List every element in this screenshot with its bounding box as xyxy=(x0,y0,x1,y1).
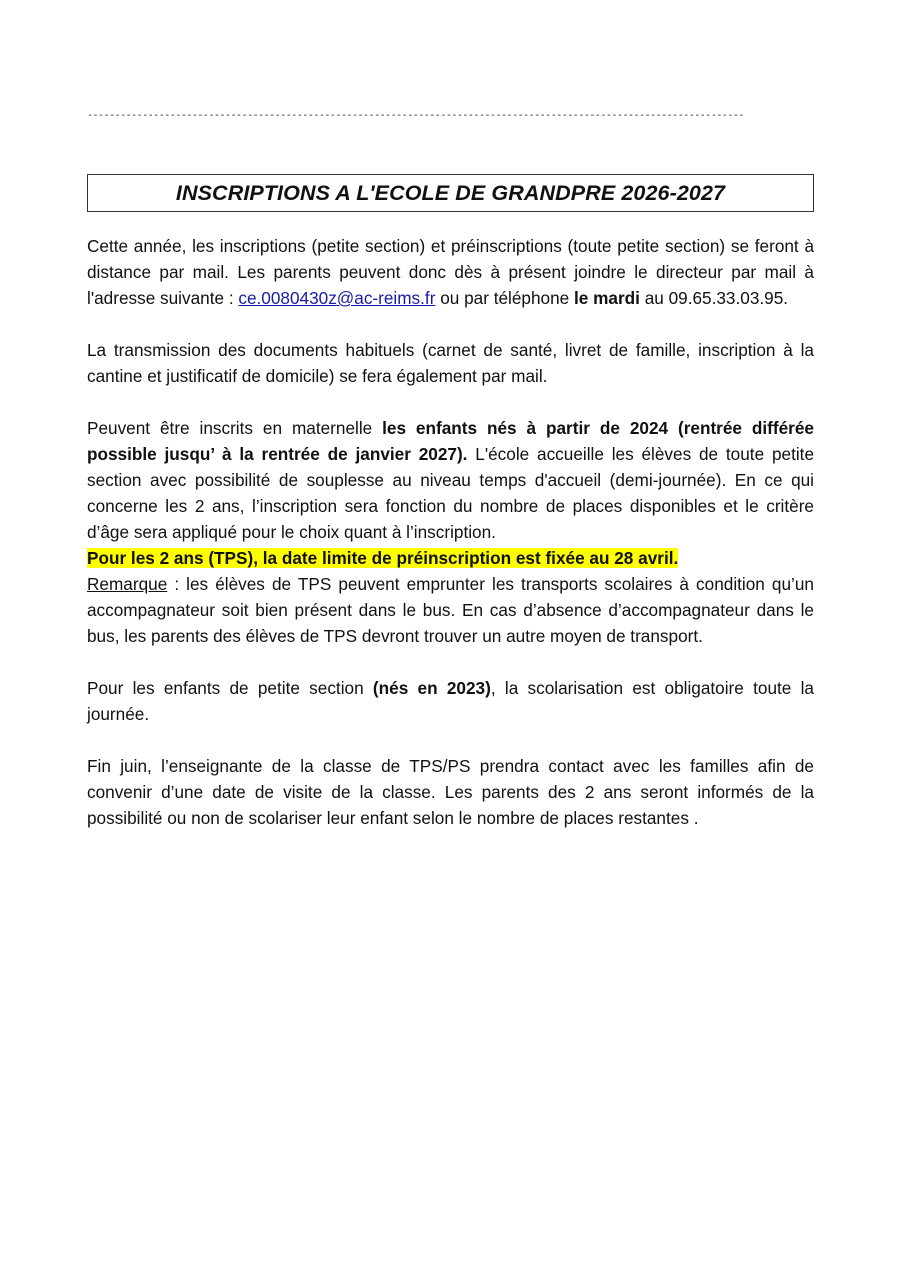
paragraph-eligibility xyxy=(87,415,814,545)
para3-text-b: L'école accueille les élèves de toute petite section avec possibilité de souplesse au niveau temps d'accueil (demi-journée). En ce qui concerne les 2 ans, l’inscription sera fonction du nombre de places disponibles et le critère d’âge sera appliqué pour le choix quant à l’inscription. xyxy=(87,444,814,542)
para1-bold-day: le mardi xyxy=(574,288,640,308)
para1-text-b: ou par téléphone xyxy=(435,288,574,308)
paragraph-remote-registration xyxy=(87,233,814,311)
paragraph-petite-section xyxy=(87,675,814,727)
para4-text-b: , la scolarisation est obligatoire toute la journée. xyxy=(87,678,814,724)
remark-label: Remarque xyxy=(87,574,168,594)
paragraph-documents: La transmission des documents habituels (carnet de santé, livret de famille, inscription à la cantine et justificatif de domicile) se fera également par mail. xyxy=(87,340,814,386)
para3-bold-a: les enfants nés à partir de 2024 (rentrée différée possible jusqu’ à la rentrée de janvier 2027). xyxy=(87,418,814,464)
paragraph-deadline xyxy=(87,545,814,571)
para1-text-a: Cette année, les inscriptions (petite section) et préinscriptions (toute petite section) se feront à distance par mail. Les parents peuvent donc dès à présent joindre le directeur par mail à l'adresse suivante : xyxy=(87,236,814,308)
document-body xyxy=(87,233,814,857)
separator-line: ----------------------------------------------------------------------------------------------------------------------- xyxy=(87,110,744,121)
paragraph-visit: Fin juin, l’enseignante de la classe de TPS/PS prendra contact avec les familles afin de convenir d’une date de visite de la classe. Les parents des 2 ans seront informés de la possibilité ou non de scolariser leur enfant selon le nombre de places restantes . xyxy=(87,756,814,828)
deadline-highlight: Pour les 2 ans (TPS), la date limite de préinscription est fixée au 28 avril. xyxy=(87,548,679,568)
para4-text-a: Pour les enfants de petite section xyxy=(87,678,373,698)
remark-text: : les élèves de TPS peuvent emprunter les transports scolaires à condition qu’un accompagnateur soit bien présent dans le bus. En cas d’absence d’accompagnateur dans le bus, les parents des élèves de TPS devront trouver un autre moyen de transport. xyxy=(87,574,814,646)
director-email-link[interactable]: ce.0080430z@ac-reims.fr xyxy=(238,288,436,308)
para3-text-a: Peuvent être inscrits en maternelle xyxy=(87,418,383,438)
title-box xyxy=(87,174,814,212)
paragraph-remark xyxy=(87,571,814,649)
para4-bold-a: (nés en 2023) xyxy=(372,678,491,698)
page-title: INSCRIPTIONS A L'ECOLE DE GRANDPRE 2026-2027 xyxy=(175,180,726,205)
para1-phone: au 09.65.33.03.95. xyxy=(639,288,789,308)
